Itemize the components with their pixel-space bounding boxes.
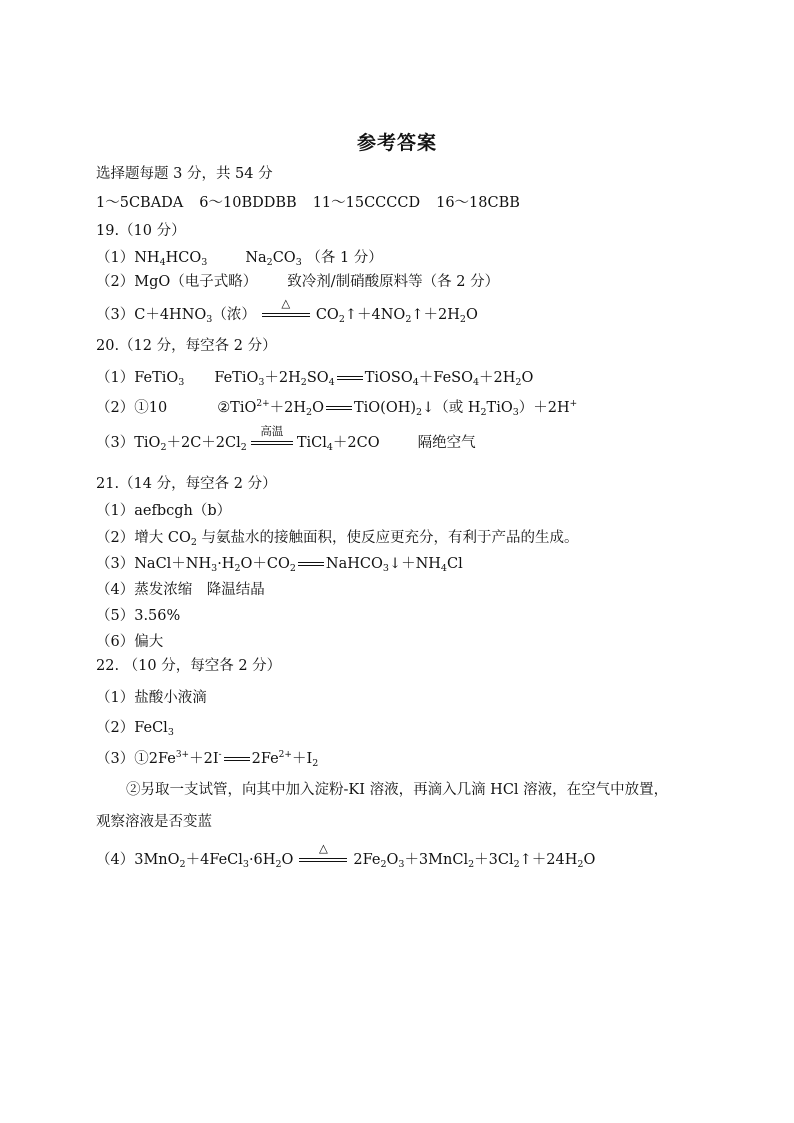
q21-part2: （2）增大 $CO_2$ 与氨盐水的接触面积，使反应更充分，有利于产品的生成。	[96, 530, 579, 548]
q22-part2: （2）FeCl$_3$	[96, 720, 174, 738]
q22-part3-method-cont: 观察溶液是否变蓝	[96, 814, 212, 830]
q22-header: 22. （10 分，每空各 2 分）	[96, 658, 282, 674]
q21-part4: （4）蒸发浓缩 降温结晶	[96, 582, 265, 598]
equals-arrow	[298, 562, 324, 566]
q20-part2: （2）①10 $②TiO^{2+}+2H_2O$ $TiO(OH)_2↓$（或 $H_2TiO_3)+2H^+$	[96, 399, 578, 418]
heat-condition-arrow: △	[262, 313, 310, 317]
page-title: 参考答案	[356, 132, 437, 154]
q22-part3-method: ②另取一支试管，向其中加入淀粉-KI 溶液，再滴入几滴 HCl 溶液，在空气中放置，	[126, 782, 669, 798]
q22-part1: （1）盐酸小液滴	[96, 690, 207, 706]
equals-arrow	[337, 376, 363, 380]
q19-part3-equation: $(3)C+4HNO_3$（浓） △ $CO_2↑+4NO_2↑+2H_2O$	[96, 296, 478, 325]
q21-part1: （1）aefbcgh（b）	[96, 503, 232, 519]
q20-part1: （1）FeTiO$_3$ $FeTiO_3+2H_2SO_4$ $TiOSO_4+FeSO_4+2H_2O$	[96, 370, 534, 388]
choice-group: 1～5CBADA	[96, 195, 184, 211]
intro-line: 选择题每题 3 分，共 54 分	[96, 166, 273, 182]
choice-answers	[96, 193, 520, 213]
q22-part3-equation: $(3)①2Fe^{3+}+2I^-$ $2Fe^{2+}+I_2$	[96, 750, 319, 769]
choice-group: 11～15CCCCD	[312, 195, 421, 211]
q19-part1: $(1)NH_4HCO_3$ $Na_2CO_3$ （各 1 分）	[96, 250, 383, 268]
q19-part2: （2）MgO（电子式略） 致冷剂/制硝酸原料等（各 2 分）	[96, 274, 500, 290]
equals-arrow	[326, 406, 352, 410]
heat-condition-arrow: △	[299, 858, 347, 862]
q21-part5: （5）3.56%	[96, 608, 181, 624]
q20-header: 20.（12 分，每空各 2 分）	[96, 338, 277, 354]
equals-arrow	[224, 757, 250, 761]
q21-header: 21.（14 分，每空各 2 分）	[96, 476, 277, 492]
q21-part3-equation: $(3)NaCl+NH_3\cdot H_2O+CO_2$ $NaHCO_3↓+NH_4Cl$	[96, 556, 463, 574]
high-temp-condition-arrow: 高温	[251, 441, 293, 445]
q19-header: 19.（10 分）	[96, 223, 186, 239]
q20-part3-equation: $(3)TiO_2+2C+2Cl_2$ 高温 TiCl$_4$＋2CO 隔绝空气	[96, 424, 476, 453]
q22-part4-equation: $(4)3MnO_2+4FeCl_3\cdot 6H_2O$ △ $2Fe_2O_3+3MnCl_2+3Cl_2↑+24H_2O$	[96, 841, 596, 870]
choice-group: 6～10BDDBB	[199, 195, 297, 211]
q21-part6: （6）偏大	[96, 634, 164, 650]
choice-group: 16～18CBB	[436, 195, 520, 211]
